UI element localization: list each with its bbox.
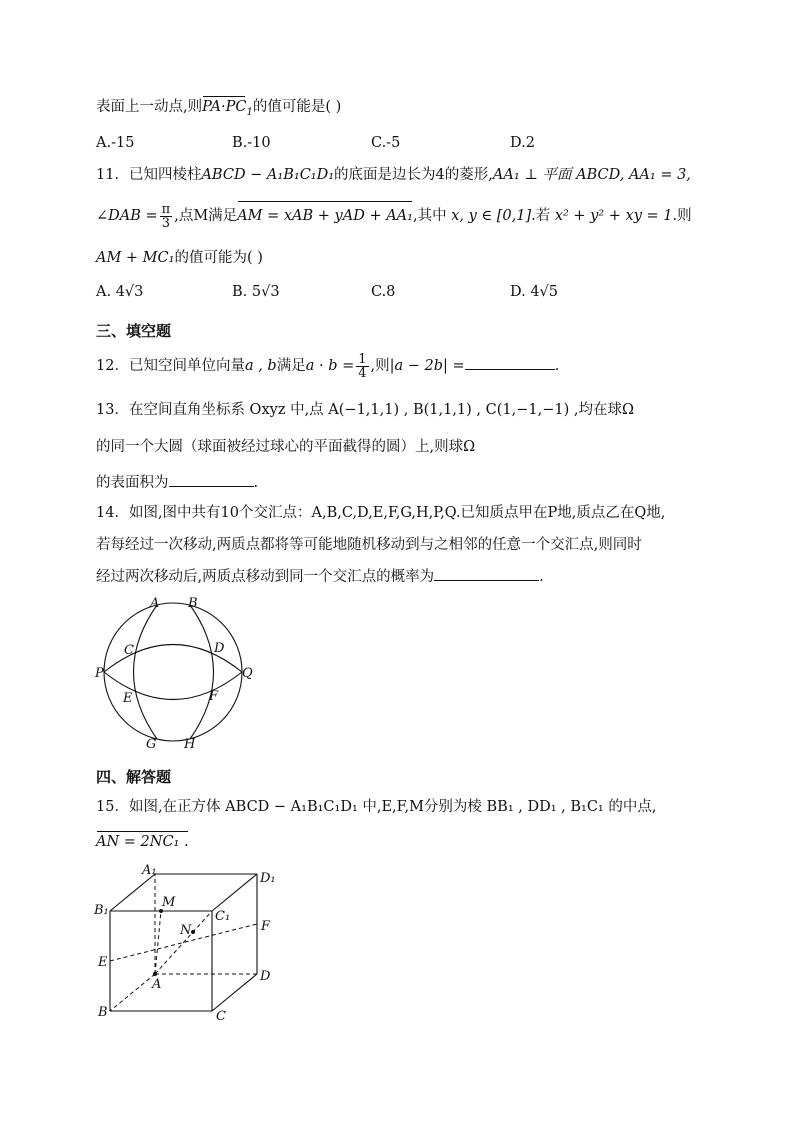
label-E: E [123,691,133,706]
label-M: M [162,895,176,910]
section-heading-fill-in: 三、填空题 [96,322,172,340]
right-meridian [190,605,214,739]
q14-figure [90,592,260,757]
q11-option-b: B. 5√3 [232,284,280,300]
label-D: D [214,641,225,656]
q10-option-a: A.-15 [96,135,135,151]
q11-line2: ∠DAB = $\frac{\pi}{3}$ ,点M满足AM = xAB + yAD + AA₁,其中 x, y ∈ [0,1].若 x² + y² + xy = 1.则 [96,201,692,231]
label-H: H [184,737,196,752]
q12-answer-blank [465,355,555,370]
q15-line2: AN = 2NC₁ . [96,834,189,850]
q13-line3: 的表面积为 . [96,472,258,493]
q15-cube-figure [92,862,282,1027]
q11-line1: 11．已知四棱柱ABCD − A₁B₁C₁D₁的底面是边长为4的菱形,AA₁ ⊥ 平面 ABCD, AA₁ = 3, [96,167,691,183]
label-A1: A₁ [142,863,157,878]
q10-expression: PA·PC [202,99,247,115]
q11-line3: AM + MC₁的值可能为( ) [96,250,263,266]
label-Q: Q [242,666,253,681]
q15-line1: 15．如图,在正方体 ABCD − A₁B₁C₁D₁ 中,E,F,M分别为棱 BB₁ , DD₁ , B₁C₁ 的中点, [96,799,657,815]
label-G: G [146,737,157,752]
q11-option-c: C.8 [371,284,396,300]
label-F: F [261,919,271,934]
label-E: E [98,955,108,970]
label-B: B [188,596,198,611]
q13-line1: 13．在空间直角坐标系 Oxyz 中,点 A(−1,1,1) , B(1,1,1) , C(1,−1,−1) ,均在球Ω [96,402,634,418]
section-heading-solutions: 四、解答题 [96,768,172,786]
label-A: A [150,596,160,611]
label-B1: B₁ [94,903,109,918]
label-A: A [152,977,162,992]
q10-option-d: D.2 [510,135,535,151]
q10-option-b: B.-10 [232,135,271,151]
q14-line1: 14．如图,图中共有10个交汇点：A,B,C,D,E,F,G,H,P,Q.已知质点甲在P地,质点乙在Q地, [96,505,666,521]
label-P: P [95,666,104,681]
label-C1: C₁ [215,909,231,924]
label-F: F [209,689,219,704]
q10-option-c: C.-5 [371,135,401,151]
q10-stem: 表面上一动点,则$PA\cdot PC_1$的值可能是( ) [96,99,342,118]
q14-line2: 若每经过一次移动,两质点都将等可能地随机移动到与之相邻的任意一个交汇点,则同时 [96,537,642,553]
q11-fraction: $\frac{\pi}{3}$ [161,201,171,231]
outer-circle [104,603,242,741]
q13-line2: 的同一个大圆（球面被经过球心的平面截得的圆）上,则球Ω [96,439,476,455]
q14-answer-blank [434,566,539,581]
q11-option-a: A. 4√3 [96,284,144,300]
label-C: C [124,643,134,658]
left-meridian [134,605,158,739]
label-N: N [180,923,192,938]
label-C: C [216,1009,226,1024]
q13-answer-blank [169,472,254,487]
label-B: B [98,1005,108,1020]
label-D: D [260,969,271,984]
label-D1: D₁ [260,871,276,886]
q14-line3: 经过两次移动后,两质点移动到同一个交汇点的概率为 . [96,566,544,587]
q11-option-d: D. 4√5 [510,284,559,300]
q12-line: 12．已知空间单位向量a , b满足a · b = $\frac{1}{4}$ ,则|a − 2b| = . [96,351,560,381]
